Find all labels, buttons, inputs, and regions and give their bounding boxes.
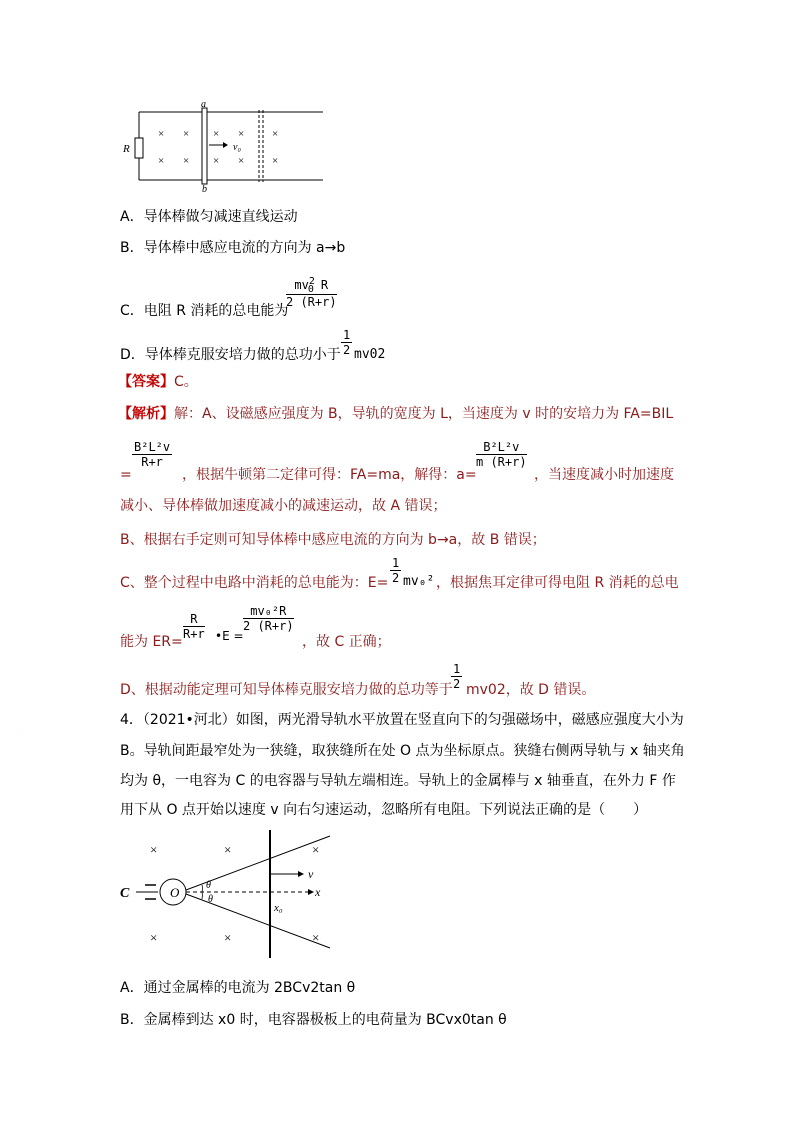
figure-rails-resistor: [115, 98, 325, 194]
field-cross: ×: [272, 155, 279, 167]
analysis-bracket: 【解析】: [118, 406, 174, 422]
label-b: b: [202, 184, 207, 195]
analysis-fraction-4: $\frac{R}{R+r}$: [183, 612, 205, 641]
analysis-fraction-3: $\frac{1}{2}$: [392, 556, 400, 585]
resistor: [135, 138, 143, 158]
analysis-fraction-5: $\frac{\text{mv₀²R}}{2 (R+r)}$: [243, 604, 294, 633]
label-x0: x₀: [274, 902, 283, 914]
analysis-fraction-1: $\frac{\text{B²L²v}}{R+r}$: [134, 440, 171, 469]
label-theta-lower: θ: [208, 894, 213, 905]
field-cross: ×: [224, 842, 232, 857]
label-R: R: [123, 143, 130, 155]
answer-value: C。: [174, 374, 198, 390]
q4-stem-line-2: B。导轨间距最窄处为一狭缝，取狭缝所在处 O 点为坐标原点。狭缝右侧两导轨与 x 轴夹角: [120, 743, 685, 759]
field-cross: ×: [150, 930, 158, 945]
q4-stem-line-4: 用下从 O 点开始以速度 v 向右匀速运动，忽略所有电阻。下列说法正确的是（ ）: [120, 802, 648, 818]
q4-stem-line-3: 均为 θ，一电容为 C 的电容器与导轨左端相连。导轨上的金属棒与 x 轴垂直，在外力 F 作: [120, 773, 676, 789]
analysis-line-2b: ，根据牛顿第二定律可得：FA=ma，解得：a=: [182, 467, 477, 483]
field-cross: ×: [272, 128, 279, 140]
analysis-line-4: B、根据右手定则可知导体棒中感应电流的方向为 b→a，故 B 错误；: [120, 532, 546, 548]
answer-bracket: 【答案】: [118, 374, 174, 390]
field-cross: ×: [150, 842, 158, 857]
field-cross: ×: [183, 155, 190, 167]
analysis-fraction-3-tail: mv₀²: [403, 574, 435, 589]
label-a: a: [201, 99, 206, 110]
label-v0: v₀: [233, 142, 241, 153]
field-cross: ×: [158, 128, 165, 140]
label-theta-upper: θ: [206, 880, 211, 891]
conductor-bar: [202, 108, 207, 184]
answer-line: [118, 372, 198, 392]
analysis-line-6b: ，故 C 正确；: [302, 634, 391, 650]
field-cross: ×: [158, 155, 165, 167]
field-cross: ×: [312, 930, 320, 945]
q3-option-a: A．导体棒做匀减速直线运动: [120, 209, 298, 225]
field-cross: ×: [213, 155, 220, 167]
field-cross: ×: [213, 128, 220, 140]
analysis-line-1: 【解析】解：A、设磁感应强度为 B，导轨的宽度为 L，当速度为 v 时的安培力为 FA=BIL: [118, 406, 674, 422]
q3-option-c: C．电阻 R 消耗的总电能为: [120, 303, 289, 319]
q3-option-d-tail: mv02: [354, 347, 386, 362]
analysis-line-7b: mv02，故 D 错误。: [466, 682, 596, 698]
field-cross: ×: [238, 128, 245, 140]
analysis-line-5b: ，根据焦耳定律可得电阻 R 消耗的总电: [436, 575, 679, 591]
q3-option-d: D．导体棒克服安培力做的总功小于: [120, 347, 341, 363]
analysis-line-2-eq: =: [120, 467, 132, 483]
field-cross: ×: [183, 128, 190, 140]
analysis-line-2c: ，当速度减小时加速度: [534, 467, 674, 483]
q4-option-a: A．通过金属棒的电流为 2BCv2tan θ: [120, 980, 356, 996]
analysis-line-6a: 能为 ER=: [120, 634, 183, 650]
analysis-line-7a: D、根据动能定理可知导体棒克服安培力做的总功等于: [120, 682, 453, 698]
label-C: C: [120, 886, 130, 901]
analysis-line-6-dot: •E =: [215, 629, 244, 643]
q4-stem-line-1: 4．（2021•河北）如图，两光滑导轨水平放置在竖直向下的匀强磁场中，磁感应强度大小为: [120, 712, 684, 728]
label-v: v: [308, 867, 314, 881]
figure-capacitor-rails: [18, 730, 338, 962]
analysis-line-5a: C、整个过程中电路中消耗的总电能为：E=: [120, 575, 389, 591]
field-cross: x: [18, 730, 19, 731]
q4-option-b: B．金属棒到达 x0 时，电容器极板上的电荷量为 BCvx0tan θ: [120, 1012, 507, 1028]
label-x: x: [315, 885, 321, 899]
q3-option-c-fraction: $\frac{mv20 R}{2 (R+r)}$: [286, 276, 337, 309]
label-O: O: [170, 885, 180, 900]
q3-option-d-fraction: $\frac{1}{2}$: [343, 328, 351, 357]
analysis-fraction-6: $\frac{1}{2}$: [453, 662, 461, 691]
analysis-fraction-2: $\frac{\text{B²L²v}}{m (R+r)}$: [476, 440, 527, 469]
q3-option-b: B．导体棒中感应电流的方向为 a→b: [120, 240, 346, 256]
analysis-line-3: 减小、导体棒做加速度减小的减速运动，故 A 错误；: [120, 498, 447, 514]
field-cross: ×: [238, 155, 245, 167]
field-cross: ×: [312, 842, 320, 857]
field-cross: ×: [224, 930, 232, 945]
